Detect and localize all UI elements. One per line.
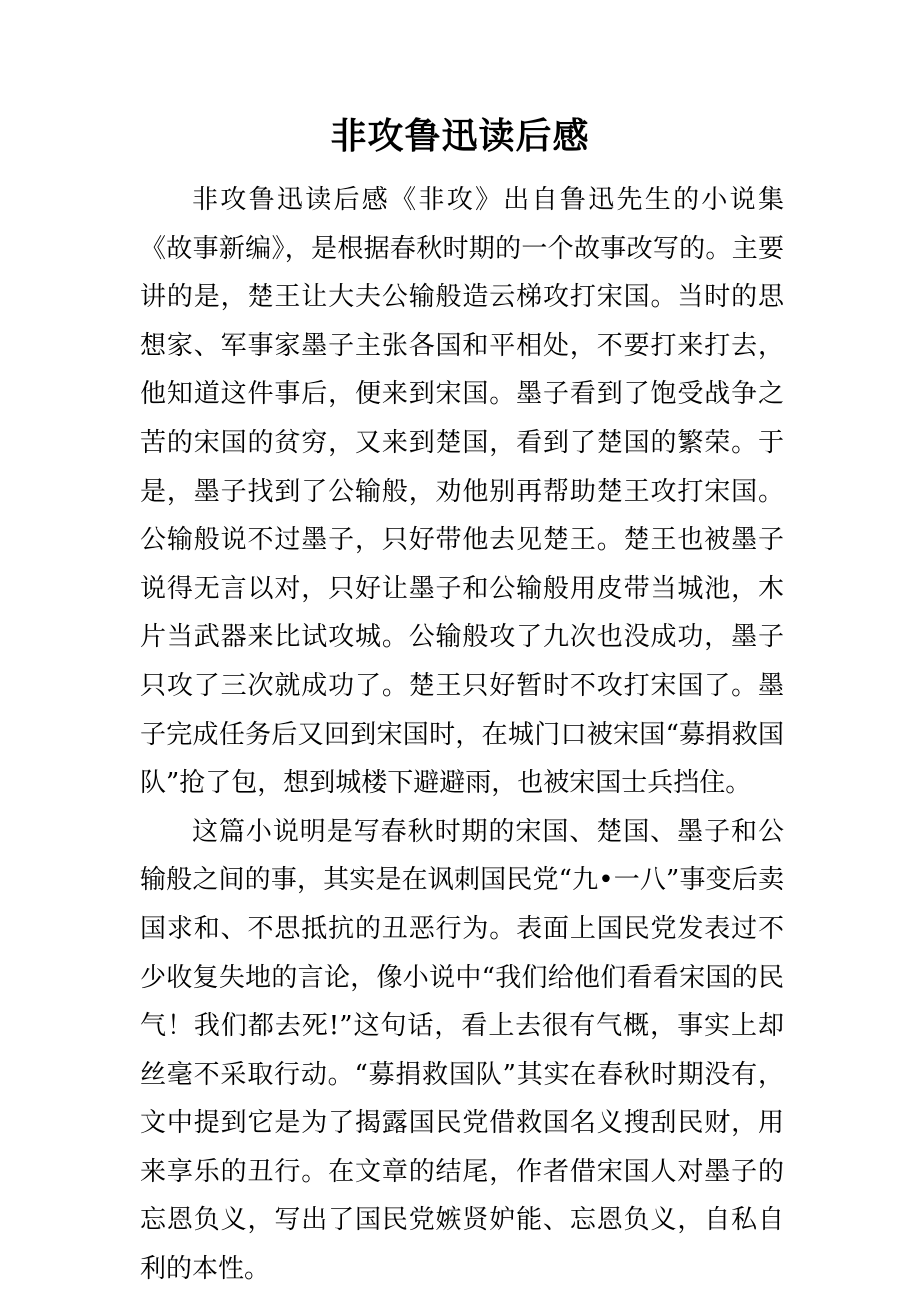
- paragraph-1: 非攻鲁迅读后感《非攻》出自鲁迅先生的小说集《故事新编》，是根据春秋时期的一个故事改写的。主要讲的是，楚王让大夫公输般造云梯攻打宋国。当时的思想家、军事家墨子主张各国和平相处，不要打来打去，他知道这件事后，便来到宋国。墨子看到了饱受战争之苦的宋国的贫穷，又来到楚国，看到了楚国的繁荣。于是，墨子找到了公输般，劝他别再帮助楚王攻打宋国。公输般说不过墨子，只好带他去见楚王。楚王也被墨子说得无言以对，只好让墨子和公输般用皮带当城池，木片当武器来比试攻城。公输般攻了九次也没成功，墨子只攻了三次就成功了。楚王只好暂时不攻打宋国了。墨子完成任务后又回到宋国时，在城门口被宋国“募捐救国队”抢了包，想到城楼下避避雨，也被宋国士兵挡住。: [140, 185, 784, 799]
- paragraph-2: 这篇小说明是写春秋时期的宋国、楚国、墨子和公输般之间的事，其实是在讽刺国民党“九•一八”事变后卖国求和、不思抵抗的丑恶行为。表面上国民党发表过不少收复失地的言论，像小说中“我们给他们看看宋国的民气！我们都去死!”这句话，看上去很有气概，事实上却丝毫不采取行动。“募捐救国队”其实在春秋时期没有，文中提到它是为了揭露国民党借救国名义搜刮民财，用来享乐的丑行。在文章的结尾，作者借宋国人对墨子的忘恩负义，写出了国民党嫉贤妒能、忘恩负义，自私自利的本性。: [140, 816, 784, 1285]
- document-body: [140, 176, 784, 1294]
- document-title: 非攻鲁迅读后感: [330, 115, 590, 157]
